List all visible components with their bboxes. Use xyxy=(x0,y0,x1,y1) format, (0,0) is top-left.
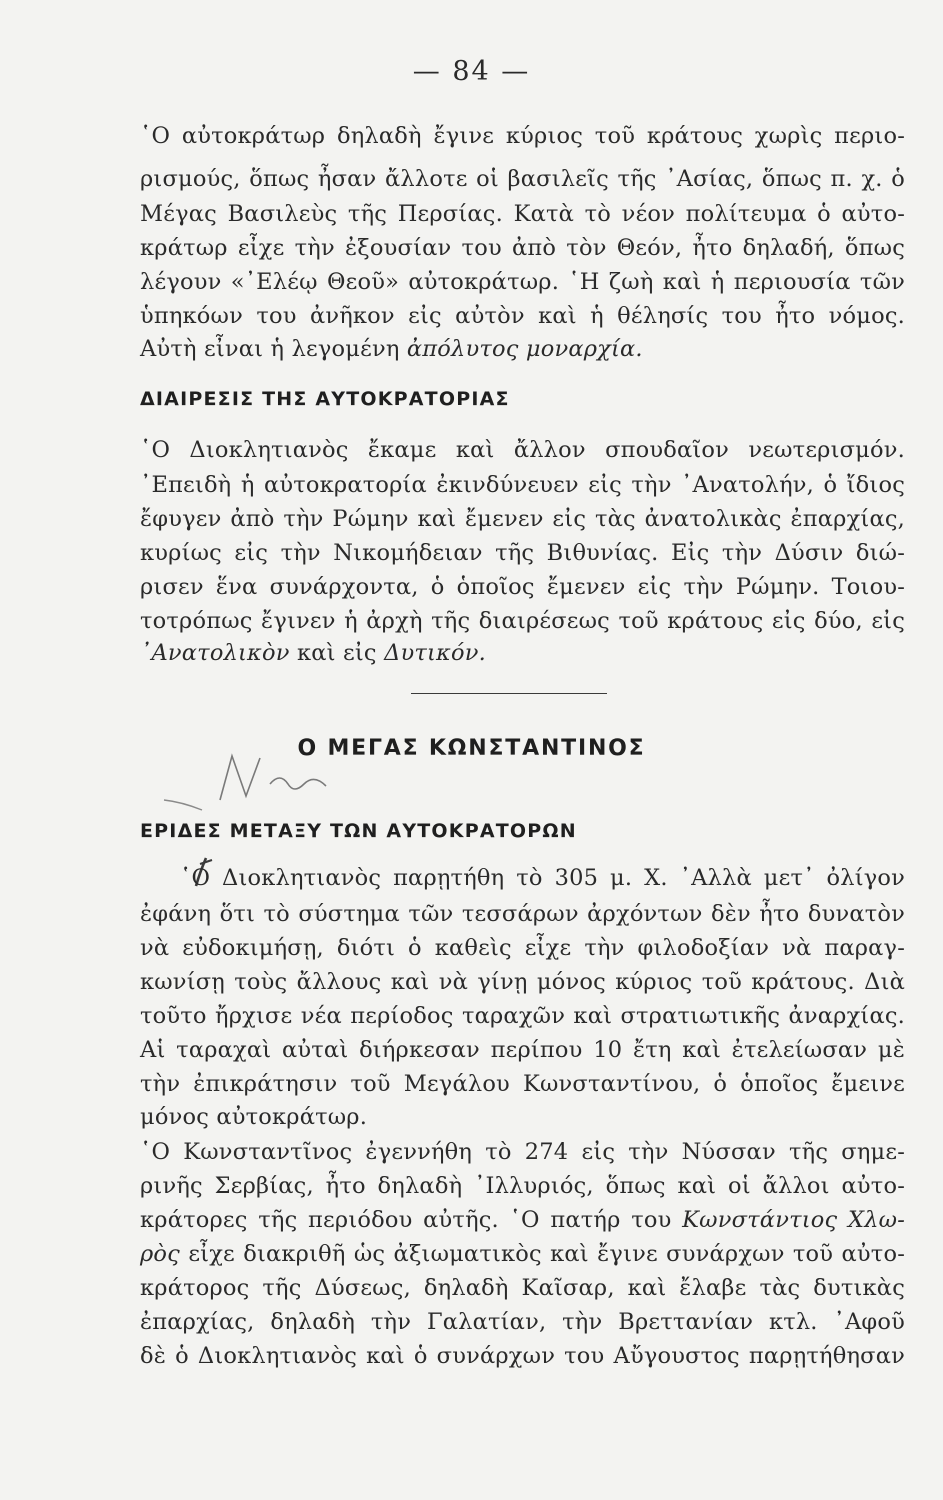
text-line: μόνος αὐτοκράτωρ. xyxy=(140,1104,368,1130)
section-heading: ΔΙΑΙΡΕΣΙΣ ΤΗΣ ΑΥΤΟΚΡΑΤΟΡΙΑΣ xyxy=(140,388,510,410)
section-divider xyxy=(411,693,607,694)
text-line xyxy=(140,1204,905,1236)
text-line: τοτρόπως ἔγινεν ἡ ἀρχὴ τῆς διαιρέσεως τοῦ κράτους εἰς δύο, εἰς xyxy=(140,608,905,634)
text-line: τοῦτο ἤρχισε νέα περίοδος ταραχῶν καὶ στρατιωτικῆς ἀναρχίας. xyxy=(140,1003,905,1029)
text-line: ρισεν ἕνα συνάρχοντα, ὁ ὁποῖος ἔμενεν εἰς τὴν Ρώμην. Τοιου- xyxy=(140,574,905,600)
text-line xyxy=(140,637,905,669)
text-line: ὑπηκόων του ἀνῆκον εἰς αὐτὸν καὶ ἡ θέλησίς του ἦτο νόμος. xyxy=(140,303,905,329)
italic-term: ἀπόλυτος μοναρχία. xyxy=(406,336,643,362)
text-line: ῾Ο Διοκλητιανὸς ἔκαμε καὶ ἄλλον σπουδαῖον νεωτερισμόν. xyxy=(140,437,905,463)
text-line: λέγουν «᾿Ελέῳ Θεοῦ» αὐτοκράτωρ. ῾Η ζωὴ καὶ ἡ περιουσία τῶν xyxy=(140,269,905,295)
text-line: ῾Ο Κωνσταντῖνος ἐγεννήθη τὸ 274 εἰς τὴν Νύσσαν τῆς σημε- xyxy=(140,1139,905,1165)
text-line: ρινῆς Σερβίας, ἦτο δηλαδὴ ᾿Ιλλυριός, ὅπως καὶ οἱ ἄλλοι αὐτο- xyxy=(140,1173,905,1199)
text-line: ῾Ο αὐτοκράτωρ δηλαδὴ ἔγινε κύριος τοῦ κράτους χωρὶς περιο- xyxy=(140,123,905,149)
text-line: ἐφάνη ὅτι τὸ σύστημα τῶν τεσσάρων ἀρχόντων δὲν ἦτο δυνατὸν xyxy=(140,901,905,927)
text-span: Αὐτὴ εἶναι ἡ λεγομένη xyxy=(140,336,407,362)
text-line: ρισμούς, ὅπως ἦσαν ἄλλοτε οἱ βασιλεῖς τῆς ᾿Ασίας, ὅπως π. χ. ὁ xyxy=(140,166,905,192)
text-line xyxy=(140,1238,905,1270)
text-line: κωνίσῃ τοὺς ἄλλους καὶ νὰ γίνῃ μόνος κύριος τοῦ κράτους. Διὰ xyxy=(140,969,905,995)
text-line xyxy=(140,333,905,365)
text-line: κυρίως εἰς τὴν Νικομήδειαν τῆς Βιθυνίας. Εἰς τὴν Δύσιν διώ- xyxy=(140,540,905,566)
text-line: ἔφυγεν ἀπὸ τὴν Ρώμην καὶ ἔμενεν εἰς τὰς ἀνατολικὰς ἐπαρχίας, xyxy=(140,506,905,532)
text-line: Αἱ ταραχαὶ αὐταὶ διήρκεσαν περίπου 10 ἔτη καὶ ἐτελείωσαν μὲ xyxy=(140,1037,905,1063)
text-span: κράτορες τῆς περιόδου αὐτῆς. ῾Ο πατήρ του xyxy=(140,1207,683,1233)
text-line: ῾Ο Διοκλητιανὸς παρῃτήθη τὸ 305 μ. Χ. ᾿Αλλὰ μετ᾿ ὀλίγον xyxy=(180,865,905,891)
text-line: τὴν ἐπικράτησιν τοῦ Μεγάλου Κωνσταντίνου, ὁ ὁποῖος ἔμεινε xyxy=(140,1071,905,1097)
text-span: καὶ εἰς xyxy=(289,640,385,666)
italic-term: Κωνστάντιος Χλω- xyxy=(682,1207,905,1233)
italic-term: ρὸς xyxy=(140,1241,180,1267)
italic-term: Δυτικόν. xyxy=(384,640,486,666)
italic-term: ᾿Ανατολικὸν xyxy=(140,640,290,666)
text-line: νὰ εὐδοκιμήσῃ, διότι ὁ καθεὶς εἶχε τὴν φιλοδοξίαν νὰ παραγ- xyxy=(140,935,905,961)
section-heading: ΕΡΙΔΕΣ ΜΕΤΑΞΥ ΤΩΝ ΑΥΤΟΚΡΑΤΟΡΩΝ xyxy=(140,820,577,842)
text-line: ἐπαρχίας, δηλαδὴ τὴν Γαλατίαν, τὴν Βρεττανίαν κτλ. ᾿Αφοῦ xyxy=(140,1309,905,1335)
chapter-title: Ο ΜΕΓΑΣ ΚΩΝΣΤΑΝΤΙΝΟΣ xyxy=(297,736,646,761)
text-span: εἶχε διακριθῆ ὡς ἀξιωματικὸς καὶ ἔγινε συνάρχων τοῦ αὐτο- xyxy=(179,1241,905,1267)
text-line: κράτωρ εἶχε τὴν ἐξουσίαν του ἀπὸ τὸν Θεόν, ἦτο δηλαδή, ὅπως xyxy=(140,235,905,261)
text-line: δὲ ὁ Διοκλητιανὸς καὶ ὁ συνάρχων του Αὔγουστος παρῃτήθησαν xyxy=(140,1343,905,1369)
text-line: ᾿Επειδὴ ἡ αὐτοκρατορία ἐκινδύνευεν εἰς τὴν ᾿Ανατολήν, ὁ ἴδιος xyxy=(140,472,905,498)
text-line: κράτορος τῆς Δύσεως, δηλαδὴ Καῖσαρ, καὶ ἔλαβε τὰς δυτικὰς xyxy=(140,1275,905,1301)
text-line: Μέγας Βασιλεὺς τῆς Περσίας. Κατὰ τὸ νέον πολίτευμα ὁ αὐτο- xyxy=(140,201,905,227)
page-number: — 84 — xyxy=(412,56,531,87)
